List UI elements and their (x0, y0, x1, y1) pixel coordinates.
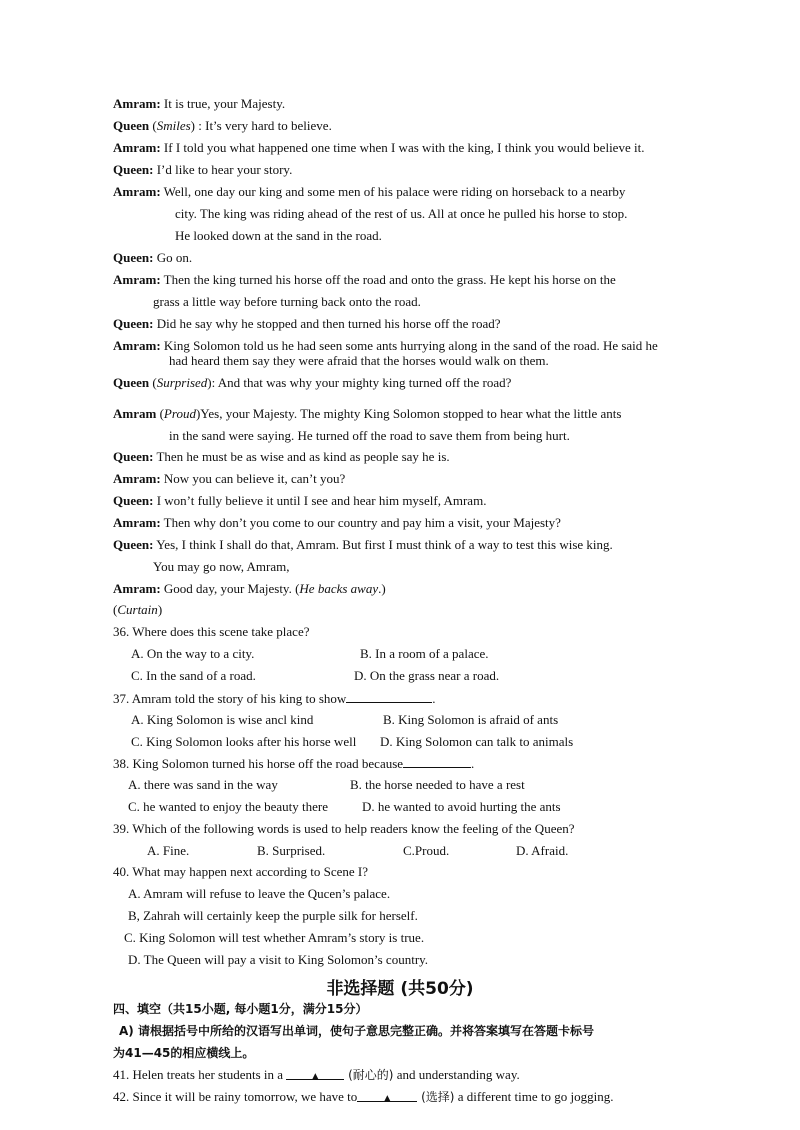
option: D. King Solomon can talk to animals (380, 734, 574, 749)
triangle-mark-icon: ▲ (310, 1071, 321, 1082)
option: D. The Queen will pay a visit to King Solomon’s country. (128, 952, 429, 967)
dialogue-continuation: had heard them say they were afraid that the horses would walk on them. (169, 353, 549, 368)
dialogue-line: Queen: Go on. (113, 250, 193, 265)
dialogue-line: Amram: Now you can believe it, can’t you? (113, 471, 346, 486)
question-stem: 39. Which of the following words is used to help readers know the feeling of the Queen? (113, 821, 575, 836)
option: C. In the sand of a road. (131, 668, 256, 683)
part-instruction: A) 请根据括号中所给的汉语写出单词，使句子意思完整正确。并将答案填写在答题卡标号 (119, 1024, 594, 1038)
option: B. Surprised. (257, 843, 326, 858)
dialogue-line: Amram (Proud)Yes, your Majesty. The mighty King Solomon stopped to hear what the little ants (113, 406, 622, 421)
part-heading: 四、填空（共15小题, 每小题1分，满分15分） (113, 1002, 368, 1016)
answer-blank (286, 1067, 344, 1080)
option: B. the horse needed to have a rest (350, 777, 525, 792)
fill-item: 41. Helen treats her students in a ▲ (耐心的) and understanding way. (113, 1067, 520, 1082)
option: C.Proud. (403, 843, 450, 858)
option: C. King Solomon will test whether Amram’s story is true. (124, 930, 425, 945)
dialogue-line: Queen (Smiles) : It’s very hard to believe. (113, 118, 332, 133)
option: A. Amram will refuse to leave the Qucen’s palace. (128, 886, 391, 901)
answer-blank (346, 690, 432, 703)
option: C. he wanted to enjoy the beauty there (128, 799, 328, 814)
question-stem: 37. Amram told the story of his king to show . (113, 691, 436, 706)
fill-item: 42. Since it will be rainy tomorrow, we have to ▲ (选择) a different time to go jogging. (113, 1089, 614, 1104)
option: A. King Solomon is wise ancl kind (131, 712, 314, 727)
dialogue-line: Amram: King Solomon told us he had seen some ants hurrying along in the sand of the road. He said he (113, 338, 658, 353)
option: A. Fine. (147, 843, 190, 858)
option: B. King Solomon is afraid of ants (383, 712, 559, 727)
dialogue-line: Amram: Well, one day our king and some men of his palace were riding on horseback to a nearby (113, 184, 626, 199)
stage-direction: (Curtain) (113, 602, 163, 617)
dialogue-line: Amram: Good day, your Majesty. (He backs away.) (113, 581, 386, 596)
dialogue-line: Amram: Then the king turned his horse off the road and onto the grass. He kept his horse on the (113, 272, 616, 287)
question-stem: 36. Where does this scene take place? (113, 624, 310, 639)
triangle-mark-icon: ▲ (382, 1093, 393, 1104)
option: D. he wanted to avoid hurting the ants (362, 799, 561, 814)
part-instruction: 为41—45的相应横线上。 (113, 1046, 255, 1060)
option: A. On the way to a city. (131, 646, 255, 661)
option: B. In a room of a palace. (360, 646, 489, 661)
question-stem: 38. King Solomon turned his horse off the road because . (113, 756, 475, 771)
answer-blank (403, 755, 471, 768)
dialogue-line: Queen: I won’t fully believe it until I see and hear him myself, Amram. (113, 493, 487, 508)
answer-blank (357, 1089, 417, 1102)
dialogue-continuation: in the sand were saying. He turned off the road to save them from being hurt. (169, 428, 570, 443)
dialogue-line: Queen: Did he say why he stopped and then turned his horse off the road? (113, 316, 501, 331)
option: D. On the grass near a road. (354, 668, 500, 683)
dialogue-continuation: city. The king was riding ahead of the rest of us. All at once he pulled his horse to stop. (175, 206, 628, 221)
section-title: 非选择题 (共50分) (326, 979, 474, 999)
question-stem: 40. What may happen next according to Scene I? (113, 864, 368, 879)
dialogue-line: Queen (Surprised): And that was why your mighty king turned off the road? (113, 375, 512, 390)
option: D. Afraid. (516, 843, 569, 858)
option: C. King Solomon looks after his horse well (131, 734, 357, 749)
dialogue-line: Queen: Then he must be as wise and as kind as people say he is. (113, 449, 450, 464)
dialogue-line: Queen: I’d like to hear your story. (113, 162, 293, 177)
dialogue-continuation: You may go now, Amram, (153, 559, 290, 574)
dialogue-line: Queen: Yes, I think I shall do that, Amram. But first I must think of a way to test this wise king. (113, 537, 613, 552)
option: B, Zahrah will certainly keep the purple silk for herself. (128, 908, 418, 923)
option: A. there was sand in the way (128, 777, 278, 792)
dialogue-line: Amram: If I told you what happened one time when I was with the king, I think you would believe it. (113, 140, 645, 155)
dialogue-line: Amram: It is true, your Majesty. (113, 96, 286, 111)
dialogue-continuation: grass a little way before turning back onto the road. (153, 294, 421, 309)
dialogue-line: Amram: Then why don’t you come to our country and pay him a visit, your Majesty? (113, 515, 561, 530)
dialogue-continuation: He looked down at the sand in the road. (175, 228, 382, 243)
